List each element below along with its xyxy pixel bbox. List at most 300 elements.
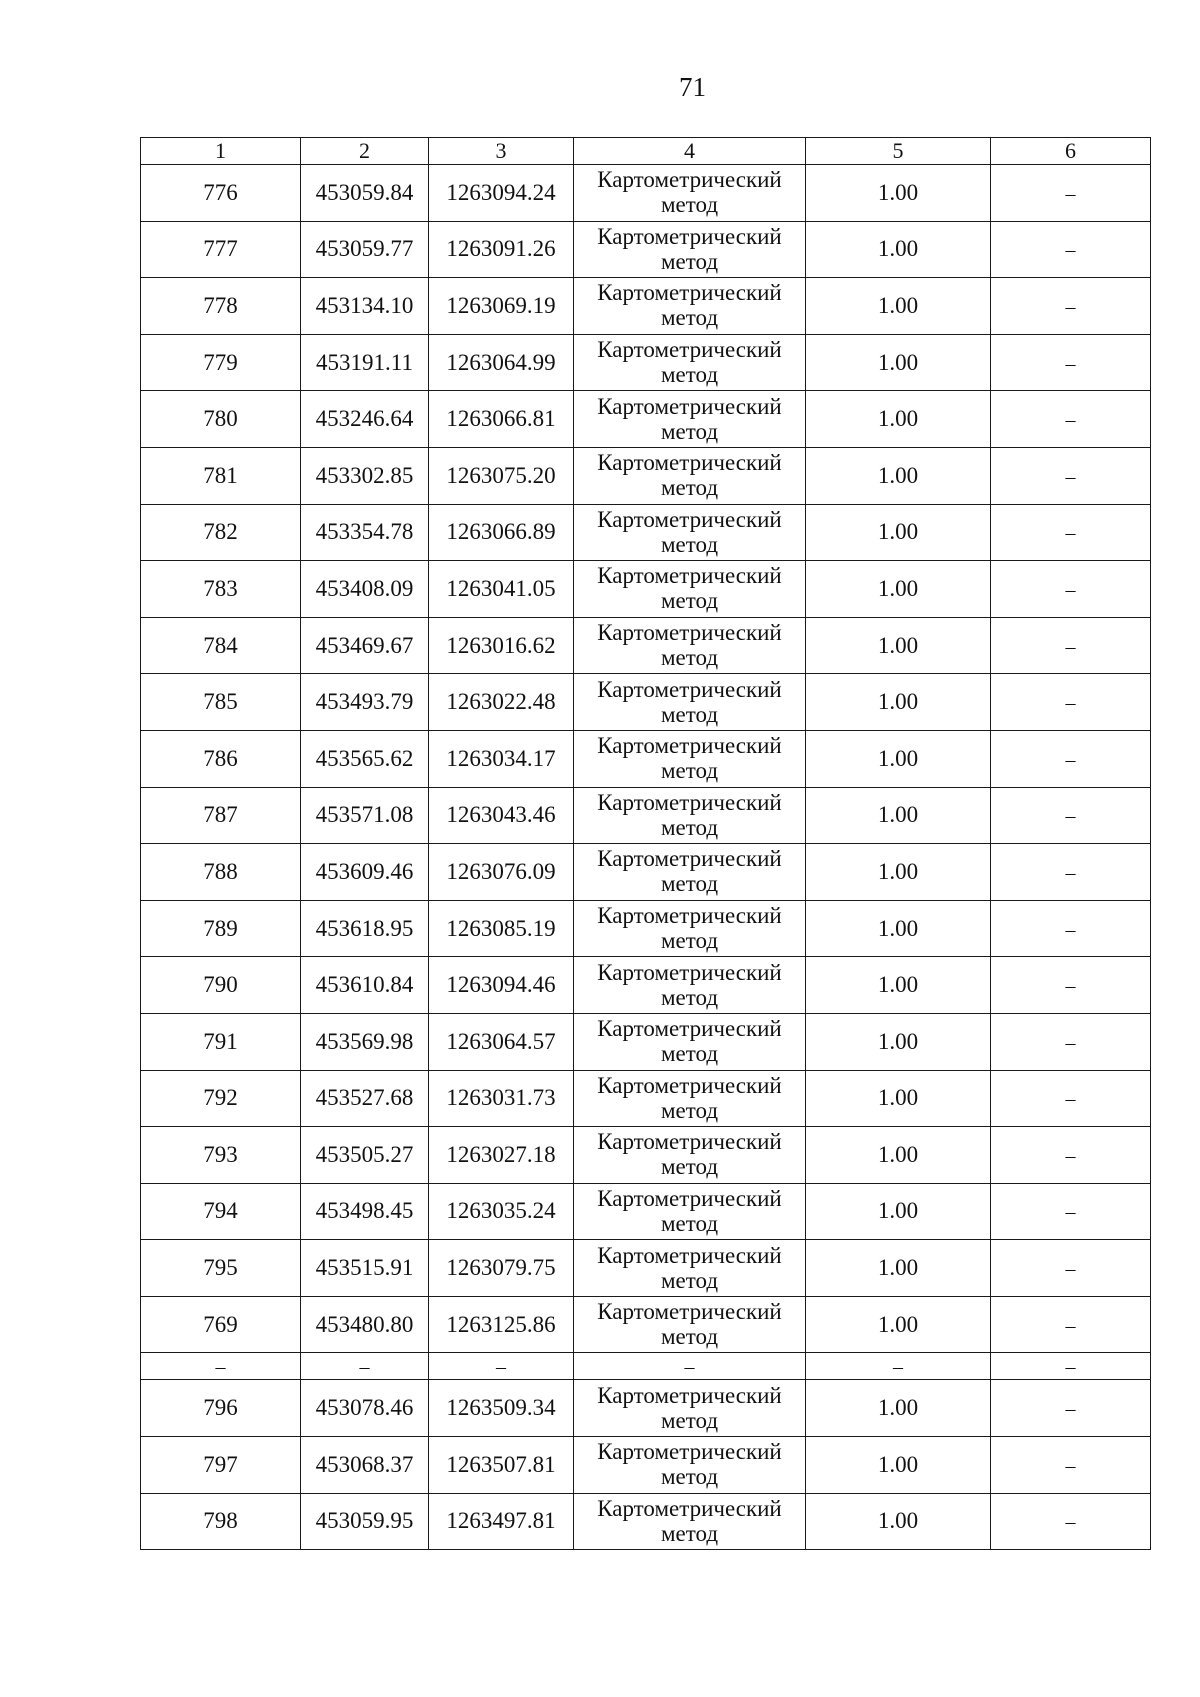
note-cell: [991, 165, 1151, 222]
x-coordinate-cell-text: 453302.85: [315, 462, 414, 488]
accuracy-cell-text: 1.00: [877, 1508, 919, 1534]
method-cell: [574, 1240, 806, 1297]
note-cell: [991, 617, 1151, 674]
method-cell: [574, 787, 806, 844]
table-row: [141, 1013, 1151, 1070]
point-number-cell: [141, 730, 301, 787]
note-cell-text: –: [1065, 578, 1076, 601]
point-number-cell: [141, 278, 301, 335]
method-cell: [574, 674, 806, 731]
method-cell: [574, 1296, 806, 1353]
point-number-cell-text: 790: [203, 972, 238, 998]
x-coordinate-cell-text: 453354.78: [315, 519, 414, 545]
accuracy-cell-text: 1.00: [877, 575, 919, 601]
method-cell: [574, 957, 806, 1014]
accuracy-cell: [806, 787, 991, 844]
accuracy-cell-text: 1.00: [877, 1141, 919, 1167]
accuracy-cell-text: 1.00: [877, 1395, 919, 1421]
x-coordinate-cell-text: 453618.95: [315, 915, 414, 941]
point-number-cell-text: 769: [203, 1311, 238, 1337]
method-cell: [574, 1183, 806, 1240]
y-coordinate-cell: [429, 391, 574, 448]
point-number-cell-text: 777: [203, 236, 238, 262]
note-cell: [991, 1296, 1151, 1353]
x-coordinate-cell: [301, 844, 429, 901]
table-row: [141, 334, 1151, 391]
y-coordinate-cell-text: 1263509.34: [446, 1395, 556, 1421]
accuracy-cell: [806, 957, 991, 1014]
method-cell: [574, 1013, 806, 1070]
note-cell-text: –: [1065, 805, 1076, 828]
x-coordinate-cell: [301, 165, 429, 222]
table-row: [141, 1127, 1151, 1184]
method-cell-text: Картометрический метод: [597, 1072, 782, 1123]
note-cell: [991, 1013, 1151, 1070]
accuracy-cell: [806, 1296, 991, 1353]
y-coordinate-cell: [429, 278, 574, 335]
point-number-cell: [141, 1127, 301, 1184]
point-number-cell: [141, 561, 301, 618]
accuracy-cell: [806, 1380, 991, 1437]
column-header-2: 2: [301, 138, 429, 165]
note-cell: [991, 447, 1151, 504]
note-cell: [991, 787, 1151, 844]
table-row: [141, 1493, 1151, 1550]
accuracy-cell: [806, 391, 991, 448]
point-number-cell: [141, 674, 301, 731]
point-number-cell: [141, 391, 301, 448]
accuracy-cell: [806, 1353, 991, 1380]
point-number-cell: [141, 165, 301, 222]
y-coordinate-cell: [429, 1070, 574, 1127]
accuracy-cell: [806, 334, 991, 391]
method-cell-text: Картометрический метод: [597, 1129, 782, 1180]
page-number: 71: [679, 72, 706, 102]
method-cell-text: Картометрический метод: [597, 1495, 782, 1546]
y-coordinate-cell: [429, 504, 574, 561]
x-coordinate-cell-text: 453134.10: [315, 292, 414, 318]
method-cell-text: Картометрический метод: [597, 676, 782, 727]
method-cell-text: Картометрический метод: [597, 1185, 782, 1236]
table-row: [141, 221, 1151, 278]
y-coordinate-cell-text: 1263075.20: [446, 462, 556, 488]
accuracy-cell-text: 1.00: [877, 972, 919, 998]
accuracy-cell-text: 1.00: [877, 915, 919, 941]
point-number-cell-text: 787: [203, 802, 238, 828]
y-coordinate-cell-text: 1263069.19: [446, 292, 556, 318]
x-coordinate-cell: [301, 1353, 429, 1380]
x-coordinate-cell-text: 453068.37: [315, 1451, 414, 1477]
note-cell: [991, 221, 1151, 278]
y-coordinate-cell: [429, 165, 574, 222]
note-cell: [991, 1127, 1151, 1184]
point-number-cell: [141, 1183, 301, 1240]
note-cell: [991, 1240, 1151, 1297]
point-number-cell-text: 792: [203, 1085, 238, 1111]
method-cell-text: Картометрический метод: [597, 563, 782, 614]
y-coordinate-cell-text: 1263076.09: [446, 858, 556, 884]
x-coordinate-cell: [301, 1493, 429, 1550]
x-coordinate-cell-text: 453498.45: [315, 1198, 414, 1224]
note-cell-text: –: [1065, 239, 1076, 262]
y-coordinate-cell-text: 1263041.05: [446, 575, 556, 601]
accuracy-cell: [806, 447, 991, 504]
x-coordinate-cell: [301, 561, 429, 618]
note-cell: [991, 1070, 1151, 1127]
x-coordinate-cell-text: 453565.62: [315, 745, 414, 771]
note-cell-text: –: [1065, 182, 1076, 205]
x-coordinate-cell: [301, 221, 429, 278]
x-coordinate-cell: [301, 1013, 429, 1070]
accuracy-cell: [806, 278, 991, 335]
accuracy-cell: [806, 165, 991, 222]
method-cell: [574, 165, 806, 222]
method-cell-text: Картометрический метод: [597, 1242, 782, 1293]
accuracy-cell: [806, 221, 991, 278]
y-coordinate-cell-text: 1263034.17: [446, 745, 556, 771]
y-coordinate-cell: [429, 900, 574, 957]
accuracy-cell-text: 1.00: [877, 1255, 919, 1281]
accuracy-cell: [806, 1183, 991, 1240]
table-header-row: [141, 138, 1151, 165]
accuracy-cell: [806, 617, 991, 674]
accuracy-cell-text: 1.00: [877, 745, 919, 771]
note-cell-text: –: [1065, 861, 1076, 884]
y-coordinate-cell-text: 1263043.46: [446, 802, 556, 828]
coordinates-table: [140, 137, 1151, 1550]
accuracy-cell: [806, 1240, 991, 1297]
x-coordinate-cell: [301, 1380, 429, 1437]
note-cell: [991, 504, 1151, 561]
accuracy-cell-text: 1.00: [877, 1028, 919, 1054]
column-header-1: 1: [141, 138, 301, 165]
method-cell-text: Картометрический метод: [597, 223, 782, 274]
note-cell: [991, 1493, 1151, 1550]
method-cell-text: Картометрический метод: [597, 846, 782, 897]
accuracy-cell: [806, 1437, 991, 1494]
y-coordinate-cell-text: 1263091.26: [446, 236, 556, 262]
table-row: [141, 1240, 1151, 1297]
table-row: [141, 1070, 1151, 1127]
x-coordinate-cell-text: 453571.08: [315, 802, 414, 828]
method-cell-text: Картометрический метод: [597, 337, 782, 388]
note-cell-text: –: [1065, 1201, 1076, 1224]
table-row: [141, 617, 1151, 674]
x-coordinate-cell-text: 453493.79: [315, 689, 414, 715]
y-coordinate-cell-text: 1263066.81: [446, 406, 556, 432]
point-number-cell: [141, 844, 301, 901]
separator-row: [141, 1353, 1151, 1380]
method-cell: [574, 1127, 806, 1184]
table-row: [141, 844, 1151, 901]
method-cell: [574, 334, 806, 391]
y-coordinate-cell: [429, 1127, 574, 1184]
point-number-cell-text: 778: [203, 292, 238, 318]
method-cell-text: Картометрический метод: [597, 733, 782, 784]
accuracy-cell-text: 1.00: [877, 462, 919, 488]
x-coordinate-cell: [301, 1183, 429, 1240]
note-cell-text: –: [1065, 1356, 1076, 1379]
note-cell-text: –: [1065, 1454, 1076, 1477]
y-coordinate-cell: [429, 617, 574, 674]
y-coordinate-cell-text: –: [496, 1356, 506, 1379]
point-number-cell: [141, 900, 301, 957]
note-cell-text: –: [1065, 1511, 1076, 1534]
point-number-cell-text: 783: [203, 575, 238, 601]
note-cell: [991, 674, 1151, 731]
point-number-cell: [141, 1493, 301, 1550]
method-cell-text: Картометрический метод: [597, 167, 782, 218]
x-coordinate-cell-text: 453569.98: [315, 1028, 414, 1054]
y-coordinate-cell: [429, 1353, 574, 1380]
point-number-cell: [141, 1296, 301, 1353]
point-number-cell: [141, 1070, 301, 1127]
note-cell-text: –: [1065, 352, 1076, 375]
point-number-cell-text: 780: [203, 406, 238, 432]
method-cell-text: Картометрический метод: [597, 789, 782, 840]
method-cell: [574, 504, 806, 561]
x-coordinate-cell: [301, 504, 429, 561]
point-number-cell-text: –: [215, 1356, 226, 1379]
point-number-cell: [141, 1013, 301, 1070]
accuracy-cell: [806, 1070, 991, 1127]
note-cell-text: –: [1065, 1031, 1076, 1054]
table-row: [141, 900, 1151, 957]
x-coordinate-cell: [301, 674, 429, 731]
note-cell: [991, 730, 1151, 787]
y-coordinate-cell-text: 1263085.19: [446, 915, 556, 941]
accuracy-cell-text: 1.00: [877, 519, 919, 545]
note-cell: [991, 334, 1151, 391]
method-cell: [574, 1380, 806, 1437]
point-number-cell-text: 788: [203, 858, 238, 884]
point-number-cell-text: 789: [203, 915, 238, 941]
note-cell-text: –: [1065, 409, 1076, 432]
y-coordinate-cell-text: 1263035.24: [446, 1198, 556, 1224]
x-coordinate-cell: [301, 787, 429, 844]
x-coordinate-cell: [301, 1437, 429, 1494]
accuracy-cell: [806, 730, 991, 787]
note-cell-text: –: [1065, 1144, 1076, 1167]
accuracy-cell-text: 1.00: [877, 236, 919, 262]
table-row: [141, 561, 1151, 618]
table-row: [141, 1380, 1151, 1437]
method-cell-text: Картометрический метод: [597, 1439, 782, 1490]
y-coordinate-cell: [429, 561, 574, 618]
y-coordinate-cell: [429, 957, 574, 1014]
accuracy-cell-text: 1.00: [877, 632, 919, 658]
point-number-cell: [141, 1380, 301, 1437]
method-cell: [574, 617, 806, 674]
point-number-cell-text: 797: [203, 1451, 238, 1477]
note-cell-text: –: [1065, 692, 1076, 715]
accuracy-cell-text: 1.00: [877, 1311, 919, 1337]
point-number-cell: [141, 1353, 301, 1380]
accuracy-cell: [806, 1493, 991, 1550]
method-cell: [574, 730, 806, 787]
accuracy-cell: [806, 504, 991, 561]
method-cell: [574, 900, 806, 957]
y-coordinate-cell: [429, 844, 574, 901]
table-row: [141, 1437, 1151, 1494]
method-cell: [574, 1070, 806, 1127]
accuracy-cell-text: 1.00: [877, 1085, 919, 1111]
y-coordinate-cell: [429, 334, 574, 391]
x-coordinate-cell-text: 453505.27: [315, 1141, 414, 1167]
method-cell-text: Картометрический метод: [597, 450, 782, 501]
point-number-cell: [141, 447, 301, 504]
accuracy-cell-text: 1.00: [877, 179, 919, 205]
method-cell-text: Картометрический метод: [597, 959, 782, 1010]
table-row: [141, 957, 1151, 1014]
accuracy-cell: [806, 1127, 991, 1184]
accuracy-cell: [806, 561, 991, 618]
table-row: [141, 730, 1151, 787]
note-cell: [991, 391, 1151, 448]
x-coordinate-cell: [301, 617, 429, 674]
point-number-cell-text: 794: [203, 1198, 238, 1224]
point-number-cell-text: 784: [203, 632, 238, 658]
method-cell-text: Картометрический метод: [597, 1016, 782, 1067]
y-coordinate-cell: [429, 1493, 574, 1550]
accuracy-cell-text: 1.00: [877, 349, 919, 375]
x-coordinate-cell-text: 453515.91: [315, 1255, 414, 1281]
method-cell: [574, 561, 806, 618]
point-number-cell-text: 786: [203, 745, 238, 771]
method-cell: [574, 1493, 806, 1550]
y-coordinate-cell-text: 1263094.24: [446, 179, 556, 205]
accuracy-cell-text: 1.00: [877, 802, 919, 828]
x-coordinate-cell-text: 453059.95: [315, 1508, 414, 1534]
column-header-3: 3: [429, 138, 574, 165]
y-coordinate-cell: [429, 1240, 574, 1297]
x-coordinate-cell: [301, 1070, 429, 1127]
method-cell-text: –: [684, 1356, 695, 1379]
method-cell: [574, 221, 806, 278]
x-coordinate-cell-text: 453408.09: [315, 575, 414, 601]
accuracy-cell: [806, 674, 991, 731]
y-coordinate-cell: [429, 1183, 574, 1240]
note-cell-text: –: [1065, 1314, 1076, 1337]
x-coordinate-cell-text: 453610.84: [315, 972, 414, 998]
x-coordinate-cell: [301, 278, 429, 335]
table-row: [141, 1296, 1151, 1353]
x-coordinate-cell-text: 453059.77: [315, 236, 414, 262]
method-cell-text: Картометрический метод: [597, 903, 782, 954]
y-coordinate-cell-text: 1263016.62: [446, 632, 556, 658]
accuracy-cell-text: 1.00: [877, 1451, 919, 1477]
note-cell: [991, 278, 1151, 335]
x-coordinate-cell: [301, 1240, 429, 1297]
method-cell-text: Картометрический метод: [597, 280, 782, 331]
note-cell-text: –: [1065, 465, 1076, 488]
table-row: [141, 391, 1151, 448]
note-cell-text: –: [1065, 1258, 1076, 1281]
point-number-cell-text: 776: [203, 179, 238, 205]
point-number-cell: [141, 957, 301, 1014]
point-number-cell: [141, 221, 301, 278]
method-cell-text: Картометрический метод: [597, 620, 782, 671]
note-cell-text: –: [1065, 975, 1076, 998]
point-number-cell: [141, 1437, 301, 1494]
note-cell-text: –: [1065, 918, 1076, 941]
point-number-cell-text: 796: [203, 1395, 238, 1421]
table-row: [141, 504, 1151, 561]
y-coordinate-cell: [429, 787, 574, 844]
y-coordinate-cell: [429, 730, 574, 787]
note-cell-text: –: [1065, 1088, 1076, 1111]
table-row: [141, 447, 1151, 504]
note-cell: [991, 561, 1151, 618]
point-number-cell-text: 785: [203, 689, 238, 715]
note-cell: [991, 900, 1151, 957]
x-coordinate-cell-text: 453469.67: [315, 632, 414, 658]
accuracy-cell-text: –: [893, 1356, 903, 1379]
y-coordinate-cell-text: 1263497.81: [446, 1508, 556, 1534]
note-cell: [991, 1183, 1151, 1240]
x-coordinate-cell: [301, 730, 429, 787]
y-coordinate-cell: [429, 1296, 574, 1353]
y-coordinate-cell: [429, 1013, 574, 1070]
y-coordinate-cell-text: 1263125.86: [446, 1311, 556, 1337]
x-coordinate-cell-text: 453246.64: [315, 406, 414, 432]
method-cell-text: Картометрический метод: [597, 1382, 782, 1433]
column-header-6: 6: [991, 138, 1151, 165]
accuracy-cell-text: 1.00: [877, 858, 919, 884]
method-cell: [574, 278, 806, 335]
point-number-cell: [141, 617, 301, 674]
note-cell: [991, 844, 1151, 901]
point-number-cell: [141, 787, 301, 844]
x-coordinate-cell: [301, 957, 429, 1014]
method-cell: [574, 1437, 806, 1494]
x-coordinate-cell-text: 453059.84: [315, 179, 414, 205]
y-coordinate-cell-text: 1263066.89: [446, 519, 556, 545]
note-cell-text: –: [1065, 1398, 1076, 1421]
table-row: [141, 787, 1151, 844]
note-cell: [991, 1353, 1151, 1380]
point-number-cell-text: 779: [203, 349, 238, 375]
note-cell-text: –: [1065, 748, 1076, 771]
x-coordinate-cell-text: –: [359, 1356, 370, 1379]
x-coordinate-cell: [301, 1296, 429, 1353]
y-coordinate-cell: [429, 221, 574, 278]
accuracy-cell-text: 1.00: [877, 689, 919, 715]
accuracy-cell: [806, 900, 991, 957]
y-coordinate-cell-text: 1263022.48: [446, 689, 556, 715]
point-number-cell: [141, 334, 301, 391]
method-cell-text: Картометрический метод: [597, 393, 782, 444]
y-coordinate-cell: [429, 1437, 574, 1494]
point-number-cell: [141, 504, 301, 561]
y-coordinate-cell-text: 1263079.75: [446, 1255, 556, 1281]
x-coordinate-cell-text: 453527.68: [315, 1085, 414, 1111]
x-coordinate-cell: [301, 1127, 429, 1184]
x-coordinate-cell: [301, 900, 429, 957]
method-cell-text: Картометрический метод: [597, 506, 782, 557]
method-cell: [574, 447, 806, 504]
point-number-cell-text: 795: [203, 1255, 238, 1281]
column-header-5: 5: [806, 138, 991, 165]
table-row: [141, 165, 1151, 222]
accuracy-cell: [806, 844, 991, 901]
point-number-cell-text: 791: [203, 1028, 238, 1054]
accuracy-cell: [806, 1013, 991, 1070]
x-coordinate-cell: [301, 334, 429, 391]
accuracy-cell-text: 1.00: [877, 292, 919, 318]
table-row: [141, 1183, 1151, 1240]
accuracy-cell-text: 1.00: [877, 406, 919, 432]
